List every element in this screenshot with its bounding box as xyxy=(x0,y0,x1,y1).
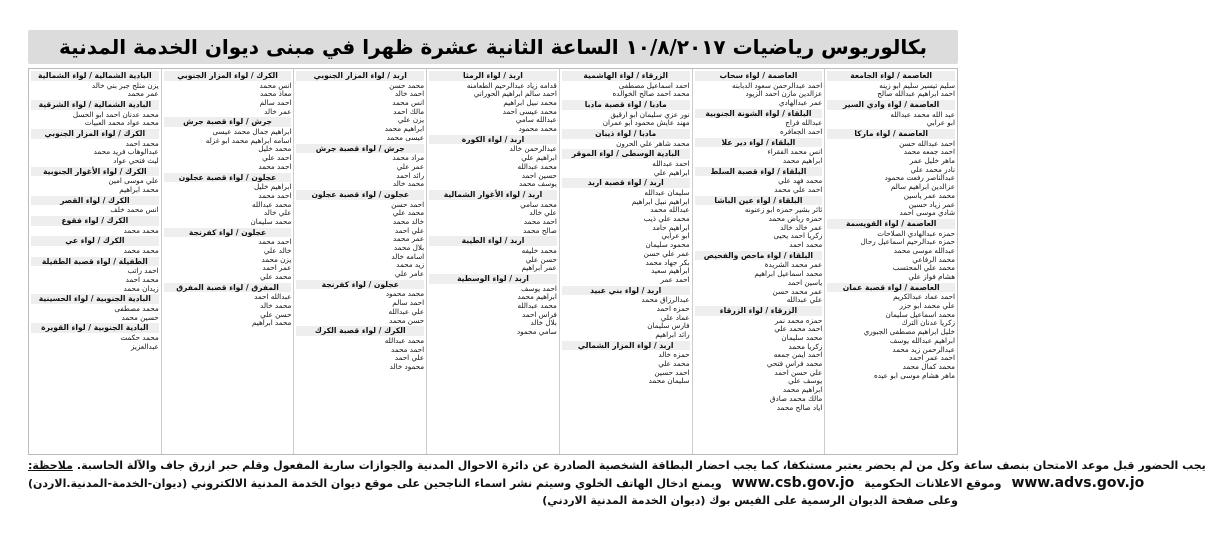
candidate-name: يوسف محمد xyxy=(518,179,557,189)
list-column xyxy=(293,69,426,454)
section-heading: البادية الشمالية / لواء الشمالية xyxy=(31,71,159,81)
candidate-name: احمد سالم xyxy=(259,98,292,107)
section-heading: عجلون / لواء قصبة عجلون xyxy=(164,173,292,183)
candidate-name: محمد خليل xyxy=(258,144,292,154)
title-banner xyxy=(28,30,958,64)
section-heading: البلقاء / لواء دير علا xyxy=(695,138,823,148)
candidate-name: اسامه خالد xyxy=(391,251,425,261)
candidate-name: خالد محمد xyxy=(392,216,425,226)
candidate-name: محمد احمد xyxy=(125,138,159,148)
section-heading: عجلون / لواء كفرنجة xyxy=(164,228,292,238)
candidate-name: شادي موسى احمد xyxy=(899,208,955,218)
candidate-name: ابراهيم عبدالله يوسف xyxy=(889,335,955,345)
candidate-name: عبدالرحمن خالد xyxy=(509,144,557,154)
candidate-name: ماهر خليل عمر xyxy=(909,156,955,165)
candidate-name: ياسين احمد xyxy=(787,277,823,287)
candidate-name: عيسى محمد xyxy=(386,132,425,142)
candidate-name: احمد حسن xyxy=(391,199,425,209)
section-heading: مادبا / لواء ذيبان xyxy=(562,129,690,139)
candidate-name: احمد محمد xyxy=(391,344,425,354)
candidate-name: محمد احمد صالح الخوالده xyxy=(612,89,690,99)
candidate-name: عبد الله محمد عبدالله xyxy=(890,109,955,119)
section-heading: البلقاء / لواء الشونة الجنوبية xyxy=(695,109,823,119)
candidate-name: عزالدين مازن احمد الزيود xyxy=(745,89,823,99)
candidate-name: رائد ابراهيم xyxy=(655,330,690,340)
candidate-name: علي حسن احمد xyxy=(774,367,823,377)
candidate-name: انس محمد xyxy=(259,80,292,90)
candidate-name: صالح محمد xyxy=(523,225,557,235)
list-column xyxy=(692,69,825,454)
note-label: ملاحظة: xyxy=(28,459,73,472)
names-grid xyxy=(28,68,958,455)
candidate-name: محمود سليمان xyxy=(645,240,690,250)
candidate-name: عامر علي xyxy=(394,269,425,279)
candidate-name: ابراهيم علي xyxy=(653,167,690,177)
candidate-name: فراس احمد xyxy=(522,309,557,319)
candidate-name: محمد علي xyxy=(260,272,292,282)
section-heading: الكرك / لواء عي xyxy=(31,236,159,246)
candidate-name: حسن علي xyxy=(525,254,557,264)
section-heading: اربد / لواء الوسطية xyxy=(429,274,557,284)
candidate-name: احمد سالم xyxy=(392,298,425,308)
candidate-name: محمد عبدالله xyxy=(384,335,425,345)
candidate-name: احمد عمر xyxy=(660,274,690,284)
candidate-name: عبدالرحمن زيد محمد xyxy=(892,344,955,354)
candidate-name: ابراهيم محمد xyxy=(517,292,557,302)
section-heading: البادية الجنوبية / لواء الحسينية xyxy=(31,294,159,304)
section-heading: الكرك / لواء المزار الجنوبي xyxy=(31,129,159,139)
section-heading: مادبا / لواء قصبة مادبا xyxy=(562,100,690,110)
candidate-name: محمد علي ذيب xyxy=(643,214,690,223)
candidate-name: محمد احمد xyxy=(789,240,823,250)
candidate-name: انس محمد الفقراء xyxy=(767,147,823,157)
candidate-name: احمد الجعافره xyxy=(779,127,823,136)
candidate-name: محمد احمد xyxy=(125,274,159,284)
candidate-name: سليمان عبدالله xyxy=(644,187,690,197)
candidate-name: حسن محمد xyxy=(389,315,425,325)
section-heading: عجلون / لواء كفرنجة xyxy=(296,280,424,290)
section-heading: العاصمة / لواء قصبة عمان xyxy=(827,283,955,293)
candidate-name: ابراهيم علي xyxy=(521,153,557,163)
candidate-name: احمد عماد عبدالكريم xyxy=(893,292,955,302)
candidate-name: هشام فواز علي xyxy=(908,272,955,282)
candidate-name: احمد عبدالله xyxy=(652,158,690,168)
candidate-name: اسامه ابراهيم محمد ابو غزله xyxy=(205,135,292,145)
candidate-name: زكريا عدنان الترك xyxy=(901,318,955,328)
candidate-name: حمزه احمد xyxy=(656,303,690,313)
candidate-name: محمود خالد xyxy=(389,361,425,371)
section-heading: البلقاء / لواء قصبة السلط xyxy=(695,167,823,177)
candidate-name: احمد محمد xyxy=(258,237,292,247)
candidate-name: قدامه زياد عبدالرحيم الطعامنه xyxy=(466,80,557,90)
section-heading: الكرك / لواء المزار الجنوبي xyxy=(164,71,292,81)
candidate-name: محمد اسماعيل سليمان xyxy=(885,309,955,319)
candidate-name: سليم تيسير سليم ابو زينه xyxy=(879,80,955,90)
candidate-name: محمد عبدالله xyxy=(517,161,557,171)
candidate-name: بلال محمد xyxy=(393,243,425,253)
candidate-name: عبدالله فراج xyxy=(785,118,823,128)
candidate-name: ابراهيم محمد xyxy=(384,124,425,134)
candidate-name: نور عزي سليمان ابو ارقيق xyxy=(610,109,690,119)
candidate-name: احمد محمد علي xyxy=(774,324,823,334)
candidate-name: احمد عبدالله حسن xyxy=(899,138,955,148)
candidate-name: عبدالله سامي xyxy=(515,115,557,125)
candidate-name: ابراهيم جمال محمد عيسى xyxy=(212,127,292,136)
section-heading: المفرق / لواء قصبة المفرق xyxy=(164,283,292,293)
candidate-name: اياد صالح محمد xyxy=(776,402,823,412)
candidate-name: حمزه عبدالهادي الصلاحات xyxy=(877,228,955,238)
section-heading: الكرك / لواء فقوع xyxy=(31,216,159,226)
candidate-name: محمد اسماعيل ابراهيم xyxy=(754,269,823,279)
candidate-name: بلال خالد xyxy=(530,318,557,328)
candidate-name: عمر علي حسن xyxy=(643,248,690,258)
candidate-name: محمد خالد xyxy=(392,179,425,189)
candidate-name: محمد حكمت xyxy=(120,332,159,342)
section-heading: البادية الجنوبية / لواء القويرة xyxy=(31,323,159,333)
candidate-name: زيدان محمد xyxy=(123,283,159,293)
list-column xyxy=(559,69,692,454)
section-heading: اربد / لواء الأغوار الشمالية xyxy=(429,190,557,200)
section-heading: العاصمة / لواء سحاب xyxy=(695,71,823,81)
section-heading: اربد / لواء الطيبة xyxy=(429,236,557,246)
candidate-name: محمد عمر ياسين xyxy=(903,190,955,200)
candidate-name: ابراهيم محمد xyxy=(782,156,823,165)
candidate-name: عبدالناصر رفعت محمود xyxy=(884,173,955,183)
candidate-name: محمد ابراهيم xyxy=(119,185,159,194)
candidate-name: محمد الرفاعي xyxy=(912,254,955,264)
candidate-name: عمر احمد xyxy=(262,263,292,273)
footer-notes xyxy=(28,458,1206,533)
candidate-name: احمد خالد xyxy=(394,89,425,99)
candidate-name: ماهر هشام موسى ابو عيده xyxy=(873,370,955,380)
candidate-name: احمد جمعه محمد xyxy=(903,147,955,157)
candidate-name: احمد حسين xyxy=(654,367,690,377)
candidate-name: خالد علي xyxy=(263,245,292,255)
candidate-name: احمد اسماعيل مصطفى xyxy=(618,80,690,90)
section-heading: الطفيلة / لواء قصبة الطفيلة xyxy=(31,257,159,267)
candidate-name: محمد سليمان xyxy=(781,332,823,342)
candidate-name: يزن منلح جبر بني خالد xyxy=(91,80,159,90)
section-heading: اربد / لواء الرمثا xyxy=(429,71,557,81)
section-heading: اربد / لواء المزار الشمالي xyxy=(562,341,690,351)
candidate-name: عمر محمد xyxy=(393,234,425,244)
candidate-name: حمزه خالد xyxy=(658,350,690,360)
candidate-name: احمد ابراهيم عبدالله صالح xyxy=(877,89,955,99)
section-heading: البلقاء / لواء ماحص والفحيص xyxy=(695,251,823,261)
candidate-name: احمد عمر احمد xyxy=(909,353,955,363)
candidate-name: عبدالله موسى محمد xyxy=(893,245,955,255)
candidate-name: زيد محمد xyxy=(396,260,425,270)
ads-website-text: وموقع الاعلانات الحكومية xyxy=(864,477,1002,490)
candidate-name: ثائر بشير حمزه ابو زعنونه xyxy=(744,205,823,215)
candidate-name: عبدالله احمد xyxy=(254,292,292,302)
list-column xyxy=(426,69,559,454)
candidate-name: محمد علي المحتسب xyxy=(892,263,955,273)
page-title: بكالوريوس رياضيات ١٠/٨/٢٠١٧ الساعة الثانية عشرة ظهرا في مبنى ديوان الخدمة المدنية xyxy=(58,35,928,59)
candidate-name: ابراهيم سعيد xyxy=(651,266,690,276)
section-heading: العاصمة / لواء وادي السير xyxy=(827,100,955,110)
candidate-name: بكر جهاد محمد xyxy=(645,257,690,267)
candidate-name: احمد محمد xyxy=(523,216,557,226)
candidate-name: مالك محمد صادق xyxy=(769,393,823,403)
candidate-name: فارس سليمان xyxy=(647,321,690,331)
candidate-name: عمر علي xyxy=(396,161,425,171)
candidate-name: عزالدين ابراهيم سالم xyxy=(890,182,955,192)
csb-website-link[interactable]: www.csb.gov.jo xyxy=(731,475,855,491)
candidate-name: محمد محمود xyxy=(518,124,557,134)
section-heading: اربد / لواء بني عبيد xyxy=(562,286,690,296)
candidate-name: انس محمد xyxy=(392,98,425,107)
candidate-name: محمد مصطفى xyxy=(114,303,159,313)
candidate-name: محمد عدنان احمد ابو الحسل xyxy=(72,109,159,119)
section-heading: اربد / لواء الكورة xyxy=(429,135,557,145)
candidate-name: عبدالوهاب فريد محمد xyxy=(93,147,159,157)
candidate-name: محمد سليمان xyxy=(250,216,292,226)
candidate-name: محمد نبيل ابراهيم xyxy=(503,98,557,107)
candidate-name: ابو عرابي xyxy=(661,231,690,241)
candidate-name: عبدالله محمد xyxy=(650,205,690,215)
note-text: يجب الحضور قبل موعد الامتحان بنصف ساعة وكل من لم يحضر يعتبر مستنكفا، كما يجب احضار البطاقة الشخصية الصادرة عن دائرة الاحوال المدنية والجوازات سارية المفعول وقلم حبر ازرق جاف والآلة الحاسبة. xyxy=(76,459,1206,472)
candidate-name: ابراهيم نبيل ابراهيم xyxy=(631,196,690,206)
candidate-name: محمد كمال محمد xyxy=(902,361,955,371)
candidate-name: حمزه رياض محمد xyxy=(768,214,823,223)
candidate-name: عمر ابراهيم xyxy=(521,263,557,273)
candidate-name: علي عبدالله xyxy=(786,295,823,305)
candidate-name: محمد علي xyxy=(658,359,690,369)
candidate-name: علي عبدالله xyxy=(388,306,425,316)
candidate-name: حمزه محمد نمر xyxy=(774,315,823,325)
candidate-name: نادر محمد علي xyxy=(910,164,955,174)
candidate-name: عمر محمد حسن xyxy=(772,286,823,296)
candidate-name: ابراهيم خليل xyxy=(253,182,292,192)
section-heading: اربد / لواء المزار الجنوبي xyxy=(296,71,424,81)
section-heading: عجلون / لواء قصبة عجلون xyxy=(296,190,424,200)
candidate-name: علي احمد xyxy=(394,225,425,235)
section-heading: العاصمة / لواء الجامعة xyxy=(827,71,955,81)
candidate-name: عمر خالد xyxy=(264,106,292,116)
candidate-name: محمد عيسى احمد xyxy=(502,106,557,116)
candidate-name: حسين احمد xyxy=(521,170,557,180)
note-row xyxy=(28,458,1206,474)
candidate-name: محمد خليفه xyxy=(521,245,557,255)
section-heading: البادية الوسطى / لواء الموقر xyxy=(562,149,690,159)
candidate-name: احمد محمد xyxy=(258,190,292,200)
candidate-name: ابراهيم محمد xyxy=(782,385,823,395)
candidate-name: عبدالرزاق محمد xyxy=(641,295,690,305)
section-heading: العاصمة / لواء ماركا xyxy=(827,129,955,139)
candidate-name: زكريا احمد يحيى xyxy=(773,231,823,241)
candidate-name: انس محمد خلف xyxy=(110,205,159,215)
candidate-name: محمد محمد xyxy=(123,245,159,255)
candidate-name: حسن علي xyxy=(260,309,292,319)
candidate-name: احمد راتب xyxy=(127,266,159,276)
candidate-name: محمد حسن xyxy=(389,80,425,90)
candidate-name: مهند عايش محمود ابو عمران xyxy=(602,118,690,128)
candidate-name: سليمان محمد xyxy=(648,376,690,386)
candidate-name: محمد خالد xyxy=(260,301,292,311)
candidate-name: رائد احمد xyxy=(396,170,425,180)
list-column xyxy=(29,69,161,454)
candidate-name: عمر محمد الشريدة xyxy=(764,260,823,270)
candidate-name: احمد سالم ابراهيم الحوراني xyxy=(473,89,557,99)
candidate-name: سامي محمود xyxy=(516,327,557,337)
candidate-name: احمد عبدالرحمن سعود الدبابنه xyxy=(732,80,823,90)
candidate-name: محمد فراس فتحي xyxy=(766,359,823,369)
candidate-name: محمد محمود xyxy=(385,289,425,299)
candidate-name: محمد محمد xyxy=(123,225,159,235)
candidate-name: علي خالد xyxy=(263,208,292,218)
candidate-name: معاذ محمد xyxy=(259,89,292,99)
candidate-name: عمر عبدالهادي xyxy=(778,98,823,107)
section-heading: جرش / لواء قصبة جرش xyxy=(296,144,424,154)
candidate-name: مالك احمد xyxy=(393,106,425,116)
section-heading: الزرقاء / لواء الزرقاء xyxy=(695,306,823,316)
candidate-name: محمد فهد علي xyxy=(778,176,823,186)
candidate-name: محمد علي xyxy=(392,208,425,218)
website-row xyxy=(28,474,1145,493)
candidate-name: عماد علي xyxy=(660,312,690,322)
candidate-name: محمد عواد محمد العبيات xyxy=(84,118,159,128)
section-heading: الزرقاء / لواء الهاشمية xyxy=(562,71,690,81)
candidate-name: محمد عبدالله xyxy=(252,199,292,209)
candidate-name: يزن محمد xyxy=(261,254,292,264)
candidate-name: علي احمد xyxy=(394,353,425,363)
candidate-name: محمد شاهر علي الحرون xyxy=(616,138,690,148)
list-column xyxy=(824,69,957,454)
candidate-name: ابو عرابي xyxy=(926,118,955,128)
candidate-name: ليث فتحي عواد xyxy=(113,156,159,165)
candidate-name: عمر خالد خالد xyxy=(780,222,823,232)
candidate-name: احمد علي محمد xyxy=(774,185,823,194)
candidate-name: عمر محمد xyxy=(127,89,159,99)
candidate-name: احمد يوسف xyxy=(521,283,557,293)
candidate-name: محمد عبدالله xyxy=(517,301,557,311)
candidate-name: ابراهيم حامد xyxy=(652,222,690,232)
section-heading: الكرك / لواء القصر xyxy=(31,196,159,206)
section-heading: الكرك / لواء قصبة الكرك xyxy=(296,326,424,336)
candidate-name: يوسف علي xyxy=(788,376,823,386)
candidate-name: خليل ابراهيم مصطفى الجبوري xyxy=(863,327,955,337)
list-column xyxy=(161,69,294,454)
candidate-name: احمد محمد xyxy=(258,161,292,171)
candidate-name: مراد محمد xyxy=(392,153,425,163)
candidate-name: حمزه عبدالرحيم اسماعيل رحال xyxy=(860,237,955,247)
section-heading: البادية الشمالية / لواء الشرقية xyxy=(31,100,159,110)
candidate-name: عبدالعزيز xyxy=(130,341,159,351)
section-heading: البلقاء / لواء عين الباشا xyxy=(695,196,823,206)
candidate-name: محمد سامي xyxy=(520,199,557,209)
candidate-name: محمد ابراهيم xyxy=(252,318,292,328)
candidate-name: علي موسى امين xyxy=(108,176,159,186)
candidate-name: يزن علي xyxy=(397,115,425,125)
candidate-name: علي خالد xyxy=(529,208,557,218)
candidate-name: احمد علي xyxy=(262,153,292,163)
advs-website-link[interactable]: www.advs.gov.jo xyxy=(1011,475,1145,491)
section-heading: جرش / لواء قصبة جرش xyxy=(164,117,292,127)
candidate-name: حسين محمد xyxy=(121,312,159,322)
candidate-name: احمد ايمن جمعه xyxy=(773,350,823,360)
section-heading: العاصمة / لواء القويسمة xyxy=(827,219,955,229)
facebook-note: وعلى صفحة الديوان الرسمية على الفيس بوك (ديوان الخدمة المدنية الاردني) xyxy=(542,494,958,507)
candidate-name: علي محمد ابو جزر xyxy=(899,301,955,311)
section-heading: الكرك / لواء الأغوار الجنوبية xyxy=(31,167,159,177)
candidate-name: عمر زياد حسين xyxy=(908,199,955,209)
website-text: ويمنع ادخال الهاتف الخلوي وسيتم نشر اسماء الناجحين على موقع ديوان الخدمة المدنية الالكتروني (ديوان-الخدمة-المدنية.الاردن) xyxy=(28,477,722,490)
section-heading: اربد / لواء قصبة اربد xyxy=(562,178,690,188)
candidate-name: زكريا محمد xyxy=(788,341,823,351)
